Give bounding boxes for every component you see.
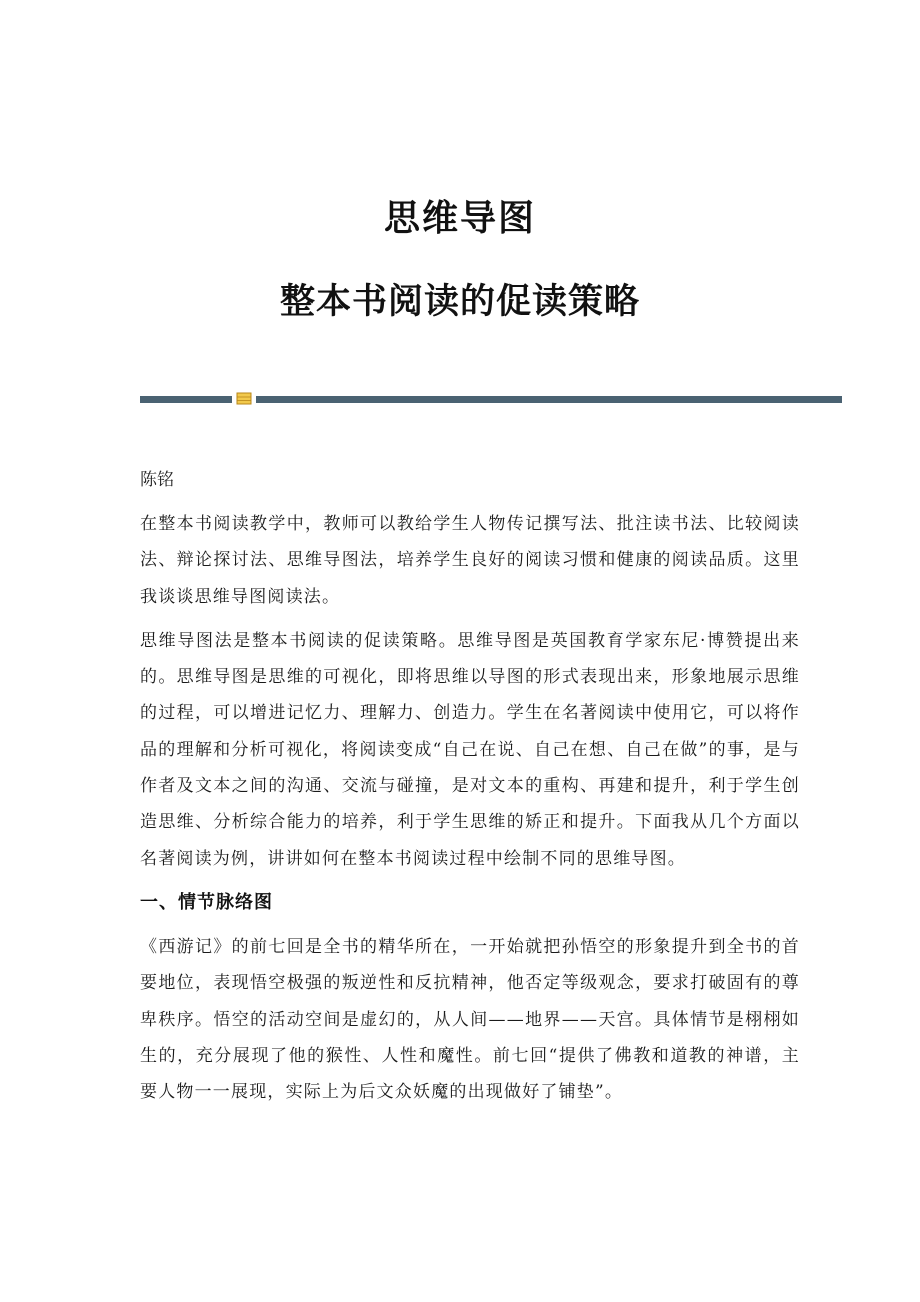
document-body	[140, 464, 800, 1118]
title-divider	[140, 391, 842, 407]
document-title-line1: 思维导图	[383, 198, 536, 239]
paragraph-intro: 在整本书阅读教学中，教师可以教给学生人物传记撰写法、批注读书法、比较阅读法、辩论探讨法、思维导图法，培养学生良好的阅读习惯和健康的阅读品质。这里我谈谈思维导图阅读法。	[140, 514, 800, 607]
divider-bar-left	[140, 396, 232, 403]
paragraph-mind-map: 思维导图法是整本书阅读的促读策略。思维导图是英国教育学家东尼·博赞提出来的。思维导图是思维的可视化，即将思维以导图的形式表现出来，形象地展示思维的过程，可以增进记忆力、理解力、创造力。学生在名著阅读中使用它，可以将作品的理解和分析可视化，将阅读变成“自己在说、自己在想、自己在做”的事，是与作者及文本之间的沟通、交流与碰撞，是对文本的重构、再建和提升，利于学生创造思维、分析综合能力的培养，利于学生思维的矫正和提升。下面我从几个方面以名著阅读为例，讲讲如何在整本书阅读过程中绘制不同的思维导图。	[140, 630, 800, 869]
section-heading: 一、情节脉络图	[140, 891, 273, 913]
divider-bar-right	[256, 396, 842, 403]
author-name: 陈铭	[140, 470, 174, 490]
section-paragraph: 《西游记》的前七回是全书的精华所在，一开始就把孙悟空的形象提升到全书的首要地位，表现悟空极强的叛逆性和反抗精神，他否定等级观念，要求打破固有的尊卑秩序。悟空的活动空间是虚幻的，从人间——地界——天宫。具体情节是栩栩如生的，充分展现了他的猴性、人性和魔性。前七回“提供了佛教和道教的神谱，主要人物一一展现，实际上为后文众妖魔的出现做好了铺垫”。	[140, 936, 800, 1103]
document-title-line2: 整本书阅读的促读策略	[279, 282, 640, 322]
envelope-ornament-icon	[236, 392, 252, 405]
